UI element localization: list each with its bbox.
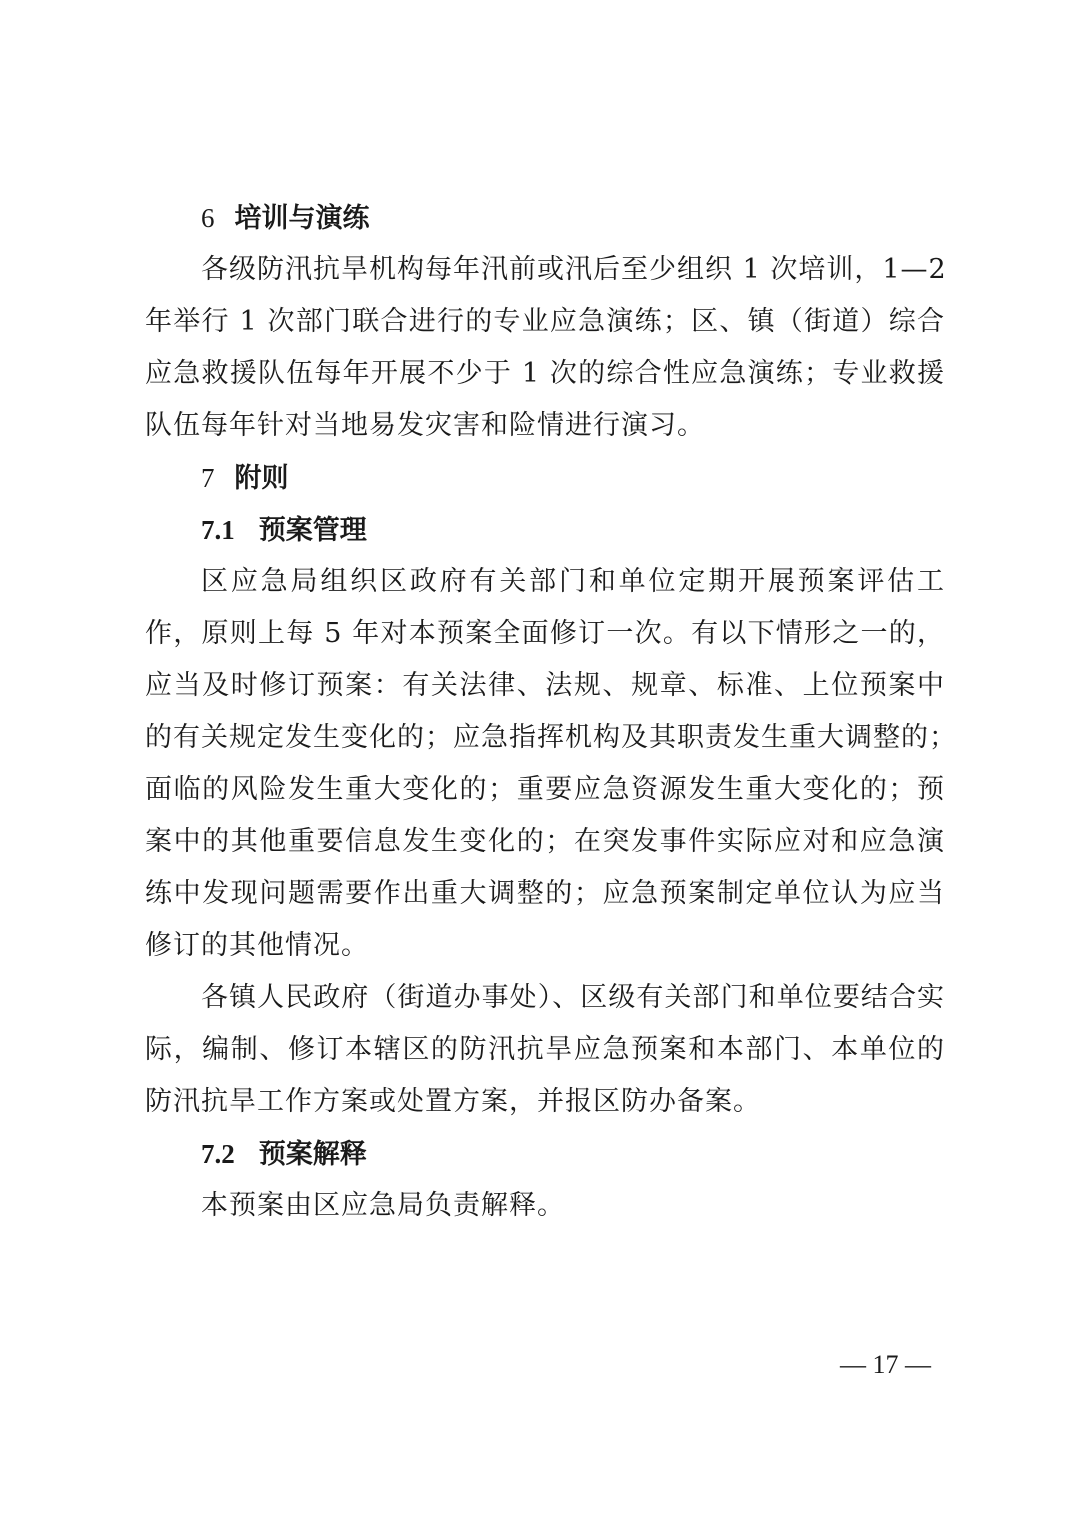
paragraph-line: 面临的风险发生重大变化的；重要应急资源发生重大变化的；预 bbox=[145, 774, 945, 805]
section-7-2-title: 预案解释 bbox=[258, 1139, 367, 1170]
paragraph-line: 各镇人民政府（街道办事处）、区级有关部门和单位要结合实 bbox=[201, 982, 945, 1013]
paragraph-line: 际，编制、修订本辖区的防汛抗旱应急预案和本部门、本单位的 bbox=[145, 1034, 945, 1065]
paragraph-line: 应当及时修订预案：有关法律、法规、规章、标准、上位预案中 bbox=[145, 670, 945, 701]
section-7-2-paragraph bbox=[145, 1180, 945, 1232]
paragraph-line: 练中发现问题需要作出重大调整的；应急预案制定单位认为应当 bbox=[145, 878, 945, 909]
paragraph-line: 修订的其他情况。 bbox=[145, 930, 369, 961]
section-6-paragraph bbox=[145, 244, 945, 452]
paragraph-line: 应急救援队伍每年开展不少于 1 次的综合性应急演练；专业救援 bbox=[145, 358, 945, 389]
paragraph-line: 区应急局组织区政府有关部门和单位定期开展预案评估工 bbox=[201, 566, 945, 597]
section-7-heading bbox=[145, 452, 945, 504]
paragraph-line: 年举行 1 次部门联合进行的专业应急演练；区、镇（街道）综合 bbox=[145, 306, 945, 337]
section-6-heading bbox=[145, 192, 945, 244]
page-number: — 17 — bbox=[840, 1350, 931, 1379]
section-7-1-paragraph-1 bbox=[145, 556, 957, 972]
paragraph-line: 案中的其他重要信息发生变化的；在突发事件实际应对和应急演 bbox=[145, 826, 945, 857]
paragraph-line: 本预案由区应急局负责解释。 bbox=[201, 1190, 565, 1221]
section-7-1-number: 7.1 bbox=[201, 515, 235, 545]
section-7-1-title: 预案管理 bbox=[258, 515, 367, 546]
section-6-title: 培训与演练 bbox=[234, 203, 370, 234]
paragraph-line: 队伍每年针对当地易发灾害和险情进行演习。 bbox=[145, 410, 705, 441]
section-7-2-heading bbox=[145, 1128, 945, 1180]
paragraph-line: 的有关规定发生变化的；应急指挥机构及其职责发生重大调整的； bbox=[145, 722, 957, 753]
section-7-1-heading bbox=[145, 504, 945, 556]
paragraph-line: 防汛抗旱工作方案或处置方案，并报区防办备案。 bbox=[145, 1086, 761, 1117]
document-body bbox=[145, 192, 957, 1232]
section-6-number: 6 bbox=[201, 203, 215, 233]
section-7-2-number: 7.2 bbox=[201, 1139, 235, 1169]
section-7-title: 附则 bbox=[234, 463, 289, 494]
paragraph-line: 各级防汛抗旱机构每年汛前或汛后至少组织 1 次培训，1—2 bbox=[201, 254, 947, 285]
section-7-1-paragraph-2 bbox=[145, 972, 945, 1128]
paragraph-line: 作，原则上每 5 年对本预案全面修订一次。有以下情形之一的， bbox=[145, 618, 945, 649]
section-7-number: 7 bbox=[201, 463, 215, 493]
